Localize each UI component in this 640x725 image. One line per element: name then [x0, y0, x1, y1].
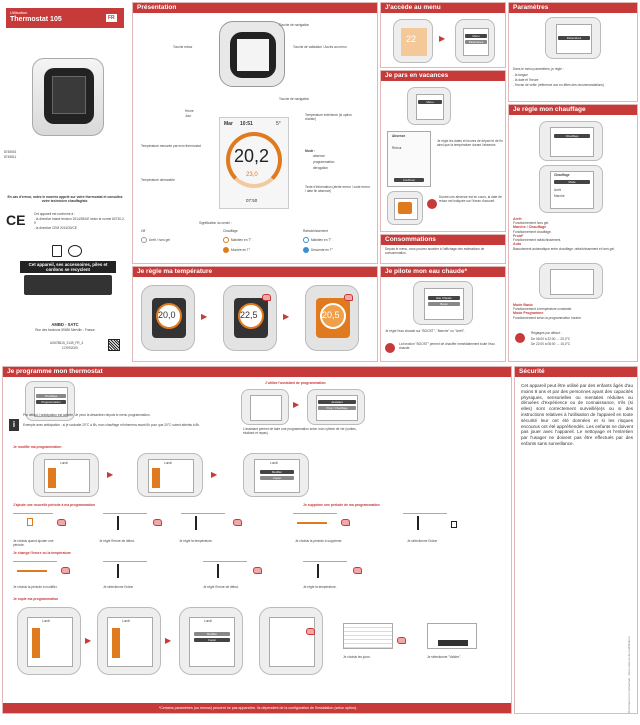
legend-cool: Rafraîchissement Maintien en T° Descente en T° [303, 229, 333, 252]
label-mode: Mode : [305, 149, 316, 153]
delete-title: Je supprime une période de ma programmation [303, 503, 380, 507]
temperature-title: Je règle ma température [133, 267, 377, 277]
delete-step-2 [403, 513, 447, 535]
securite-text: Cet appareil peut être utilisé par des enfants âgés d'au moins 8 ans et par des personnes ayant des capacités physiques, sensorielles ou mentales réduites ou dénuées d'expérience ou de connaissance, s'ils (si elles) sont correctement surveillé(e)s ou si des instructions relatives à l'utilisation de l'appareil en toute sécurité leur ont été données et si les risques encourus ont été appréhendés. Les enfants ne doivent pas jouer avec l'appareil. Le nettoyage et l'entretien par l'usager ne doivent pas être effectués par des enfants sans surveillance. [521, 383, 633, 446]
footnote-bar [3, 703, 512, 713]
label-faults: Texte d'information (alerte erreur / code erreur / date fin absence) [305, 185, 370, 193]
circle-heat-hold-icon [223, 237, 229, 243]
assistant-device-2: Assistant Prog / Chauffage [307, 389, 365, 425]
add-step-1 [13, 513, 53, 535]
triman-icon [68, 245, 82, 257]
recycle-block [20, 245, 116, 303]
securite-title: Sécurité [515, 367, 637, 377]
cover-title: Thermostat 105 [10, 16, 62, 23]
doc-date: 17/09/2020 [62, 346, 78, 350]
change-title: Je change l'heure ou la température [13, 551, 71, 555]
device-front-view [219, 21, 285, 87]
parametres-panel [508, 2, 638, 102]
add-title: J'ajoute une nouvelle période à ma programmation [13, 503, 96, 507]
conform-item-1: - la directive basse tension 2014/35/UE selon la norme 60730-2-9 [34, 217, 125, 225]
company-address: Rue des fondeurs 59650 Merville - France [35, 328, 95, 332]
param-item-2: - la date et l'heure [513, 78, 539, 82]
prog-menu-device: Chauffage Programmation [25, 381, 75, 421]
menu-panel [380, 2, 506, 68]
screen-view [219, 117, 289, 209]
temp-step-2: 22,5 [223, 285, 277, 351]
eau-device: Eau Chaude Boost [413, 281, 473, 325]
copy-screen-1: Lundi [17, 607, 81, 675]
finger-icon [61, 567, 70, 574]
suitcase-icon [398, 202, 412, 214]
param-intro: Dans le menu paramètres, je règle : [513, 67, 564, 71]
change-step-4 [303, 561, 347, 581]
temp-step-1: 20,0 [141, 285, 195, 351]
mode-programmation: programmation [313, 160, 335, 164]
thermostat-device-image [28, 52, 106, 138]
eau-panel [380, 266, 506, 362]
finger-icon [57, 519, 66, 526]
finger-icon [262, 294, 271, 301]
delete-caption-2: Je sélectionne l'icône [407, 539, 438, 543]
arrow-right-icon: ▶ [439, 34, 446, 43]
bin-icon [52, 245, 62, 257]
label-circle: Signification du cercle : [199, 221, 232, 225]
add-step-2 [103, 513, 147, 535]
circle-cool-hold-icon [303, 237, 309, 243]
conform-title: Cet appareil est conforme à : [34, 212, 75, 216]
conform-item-2: - la directive CEM 2014/30/CE [34, 226, 77, 230]
assistant-device-1 [241, 389, 289, 425]
chauf-step-3 [539, 263, 603, 299]
example-line-1: De 06:00 à 22:00 → 20,0°C [531, 337, 571, 341]
finger-icon [353, 567, 362, 574]
prog-info: Par défaut, l'anticipation est activée. Je peux la désactiver depuis le menu programmation. [23, 413, 151, 417]
modify-screen-1: Lundi [33, 453, 99, 497]
add-caption-2: Je règle l'heure de début. [99, 539, 135, 543]
change-caption-4: Je règle la température. [303, 585, 337, 589]
assistant-title: J'utilise l'assistant de programmation [265, 381, 326, 385]
cover-panel [0, 0, 130, 362]
screen-ext: 5° [276, 121, 281, 127]
circle-off-icon [141, 237, 147, 243]
example-line-2: De 22:00 à 06:00 → 16,0°C [531, 342, 571, 346]
chauf-step-1: Chauffage [539, 121, 603, 161]
chauffage-title: Je règle mon chauffage [509, 105, 637, 115]
circle-cool-down-icon [303, 247, 309, 253]
vac-step-1: Menu [407, 87, 451, 125]
change-caption-1: Je choisis la période à modifier. [13, 585, 58, 589]
copy-screen-2: Lundi [97, 607, 161, 675]
model-2: 8745511 [4, 155, 17, 159]
legend-off: Off Arrêt / hors gel [141, 229, 170, 242]
menu-title: J'accède au menu [381, 3, 505, 13]
finger-icon [306, 628, 315, 635]
chauffage-panel [508, 104, 638, 362]
company-name: AMBD - SATC [51, 322, 79, 327]
eau-text: Je règle l'eau chaude sur "BOOST", "Marche" ou "Arrêt". [385, 329, 465, 333]
change-step-3 [203, 561, 247, 581]
prog-title: Je programme mon thermostat [3, 367, 511, 377]
label-hour: Heure [185, 109, 194, 113]
mode-absence: absence [313, 154, 326, 158]
modify-screen-3: Lundi Modifier Copier [243, 453, 309, 497]
arrow-right-icon: ▶ [107, 470, 114, 479]
modify-title: Je modifie ma programmation [13, 445, 62, 449]
screen-temp: 20,2 [234, 146, 270, 166]
copy-screen-3: Lundi Modifier Copier [179, 607, 243, 675]
finger-icon [153, 519, 162, 526]
vac-form: Absence Retour Confirmer [387, 131, 431, 187]
temp-step-3: 20,5 [305, 285, 359, 351]
finger-icon [253, 567, 262, 574]
prog-panel [2, 366, 512, 714]
footnote: *Certains paramètres (ou menus) peuvent ne pas apparaître. Ils dépendent de la configuration de l'installation (selon option). [158, 706, 358, 710]
screen-set: 23,0 [246, 172, 258, 178]
thumb-icon [385, 343, 395, 353]
label-requested: Température demandée [141, 178, 175, 182]
vac-step-3 [387, 191, 423, 225]
add-caption-1: Je choisis quand ajouter une période. [13, 539, 54, 547]
change-caption-3: Je règle l'heure de début. [203, 585, 239, 589]
example-title: Réglages par défaut : [531, 331, 562, 335]
arrow-right-icon: ▶ [165, 636, 172, 645]
securite-panel [514, 366, 638, 714]
qr-code-icon [108, 339, 120, 351]
eau-note: La fonction "BOOST" permet de chauffer immédiatement toute l'eau chaude. [399, 342, 495, 350]
mode-list-2: Mode Basic Fonctionnement à température constante. Mode Programme Fonctionnement selon la programmation horaire. [513, 303, 582, 320]
add-caption-3: Je règle la température. [179, 539, 213, 543]
label-nav-top: Touche de navigation [279, 23, 310, 27]
change-caption-2: Je sélectionne l'icône [103, 585, 134, 589]
change-step-1 [13, 561, 57, 581]
cover-category: Utilisation [10, 10, 28, 15]
finger-icon [397, 637, 406, 644]
finger-icon [344, 294, 353, 301]
legal-note: Document non contractuel - Sous réserve de modification [627, 636, 631, 713]
arrow-right-icon: ▶ [201, 312, 208, 321]
doc-ref: U0678615_2149_FR_4 [50, 341, 84, 345]
arrow-right-icon: ▶ [283, 312, 290, 321]
label-day: Jour [185, 114, 192, 118]
thumb-icon [515, 333, 525, 343]
parametres-title: Paramètres [509, 3, 637, 13]
ce-mark: CE [6, 212, 26, 228]
finger-icon [233, 519, 242, 526]
menu-step-1: 22 [393, 19, 433, 63]
label-nav-bottom: Touche de navigation [279, 97, 310, 101]
copy-caption-1: Je choisis les jours. [343, 655, 371, 659]
trash-icon [451, 521, 457, 528]
screen-day: Mar [224, 121, 233, 127]
copy-days-grid [343, 623, 393, 649]
param-device: Paramètres [545, 17, 601, 59]
eau-title: Je pilote mon eau chaude* [381, 267, 505, 277]
menu-step-2: Menu Paramètres [455, 19, 495, 63]
recycle-text: Cet appareil, ses accessoires, piles et cordons se recyclent [20, 261, 116, 273]
copy-confirm [427, 623, 477, 649]
vac-text: Je règle les dates et heures de départ et de fin ainsi que la température durant l'absence. [437, 139, 503, 147]
vacances-title: Je pars en vacances [381, 71, 505, 81]
prog-example: Exemple avec anticipation : si je souhaite 20°C à 8h, mon chauffage m'informera avant 6h pour que 20°C soient atteints à 8h. [23, 423, 200, 427]
delete-caption-1: Je choisis la période à supprimer. [295, 539, 343, 543]
modify-screen-2: Lundi [137, 453, 203, 497]
vac-note: Durant une absence est en cours, la date de retour est indiquée sur l'écran d'accueil. [439, 195, 502, 203]
copy-title: Je copie ma programmation [13, 597, 59, 601]
conso-text: Depuis le menu, vous pouvez accéder à l'affichage des estimations de consommation. [385, 247, 485, 255]
finger-icon [341, 519, 350, 526]
cover-header [6, 8, 124, 28]
model-1: 8745501 [4, 150, 17, 154]
label-back: Touche retour [173, 45, 193, 49]
label-ok: Touche de validation / Accès au menu [293, 45, 347, 49]
copy-caption-2: Je sélectionne "Valider". [427, 655, 462, 659]
arrow-right-icon: ▶ [293, 400, 300, 409]
mode-list: Arrêt Fonctionnement hors gel. Marche / Chauffage Fonctionnement chauffage. Froid* Fonctionnement rafraîchissement. Auto Basculement automatique entre chauffage, rafraîchissement et hors gel. [513, 217, 615, 251]
param-item-1: - la langue [513, 73, 528, 77]
conso-panel [380, 234, 506, 264]
arrow-right-icon: ▶ [211, 470, 218, 479]
assistant-text: L'assistant permet de faire une programmation selon mon rythme de vie (sorties, étudiant et repas). [243, 427, 357, 435]
delete-step-1 [293, 513, 337, 535]
info-icon: i [9, 419, 19, 431]
thumb-icon [427, 199, 437, 209]
screen-bottom: 07:50 [246, 198, 258, 203]
vacances-panel [380, 70, 506, 232]
label-ext-temp: Température extérieure (si option choisie) [305, 113, 352, 121]
conso-title: Consommations [381, 235, 505, 245]
keep-note: En cas d'erreur, notez le numéro appelé sur votre thermostat et consultez votre technicien chauffagiste. [7, 195, 123, 204]
add-step-3 [181, 513, 225, 535]
chauf-step-2: Chauffage Mode Arrêt Marche [539, 165, 603, 213]
label-measured: Température mesurée par mon thermostat [141, 144, 201, 148]
lang-badge: FR [108, 15, 115, 21]
presentation-title: Présentation [133, 3, 377, 13]
legend-heat: Chauffage Maintien en T° Montée en T° [223, 229, 252, 252]
param-item-3: - l'écran de veille (référence aux en-têtes des recommandations) [513, 83, 604, 87]
screen-time: 10:51 [240, 121, 253, 127]
copy-screen-4 [259, 607, 323, 675]
presentation-panel [132, 2, 378, 264]
circle-heat-up-icon [223, 247, 229, 253]
change-step-2 [103, 561, 147, 581]
temperature-panel [132, 266, 378, 362]
mode-derogation: dérogation [313, 166, 329, 170]
arrow-right-icon: ▶ [85, 636, 92, 645]
